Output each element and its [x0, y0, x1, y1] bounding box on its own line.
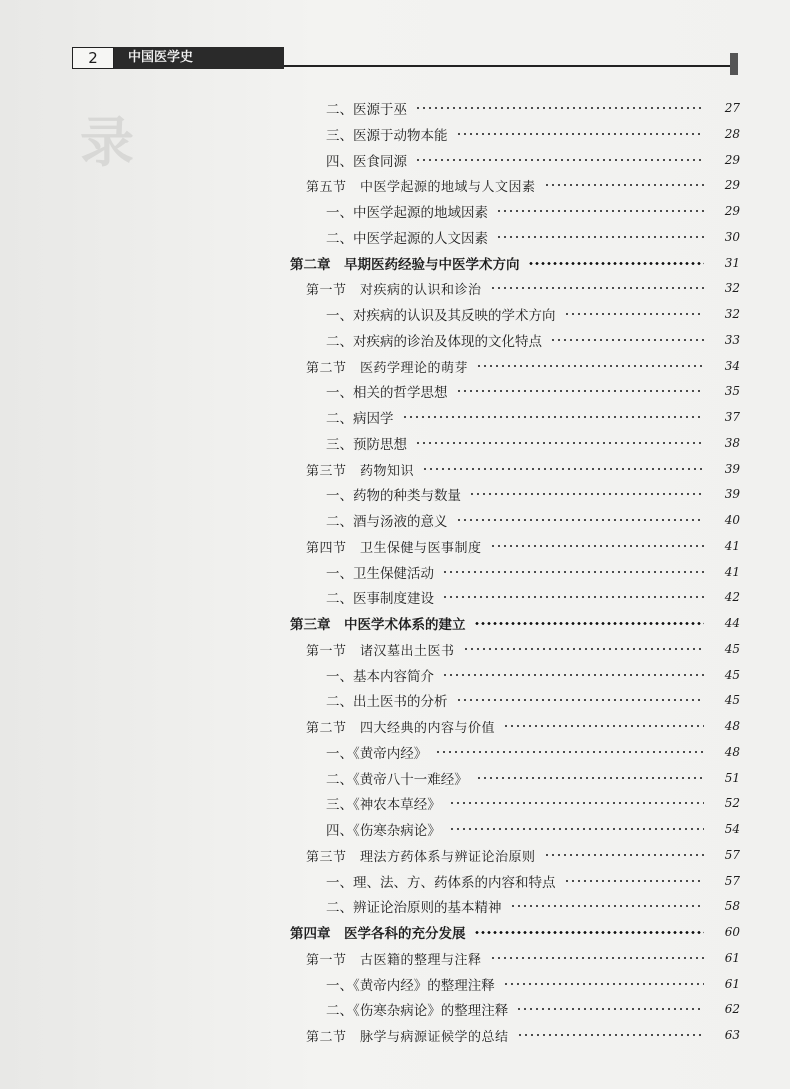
toc-page-number: 61: [724, 951, 740, 965]
toc-item-row: [326, 818, 740, 840]
toc-page-number: 44: [724, 616, 740, 630]
dot-leader: [528, 262, 705, 265]
toc-page-number: 39: [724, 487, 740, 501]
toc-page-number: 42: [724, 590, 740, 604]
toc-chapter-row: [290, 252, 740, 274]
toc-page-number: 39: [724, 462, 740, 476]
dot-leader: [442, 571, 704, 573]
toc-chapter-row: [290, 921, 740, 943]
toc-page-number: 52: [724, 796, 740, 810]
header-end-tab: [730, 53, 738, 75]
toc-entry-label: 四、医食同源: [326, 154, 407, 170]
bleed-through-title: 录: [80, 111, 204, 174]
dot-leader: [503, 983, 704, 985]
dot-leader: [496, 236, 704, 238]
dot-leader: [490, 957, 704, 959]
toc-entry-label: 三、预防思想: [326, 437, 407, 453]
toc-page-number: 32: [724, 281, 740, 295]
toc-entry-label: 第三节 理法方药体系与辨证论治原则: [306, 849, 536, 865]
dot-leader: [474, 622, 705, 625]
dot-leader: [476, 365, 704, 367]
toc-entry-label: 一、相关的哲学思想: [326, 385, 448, 401]
dot-leader: [476, 777, 704, 779]
dot-leader: [469, 493, 704, 495]
toc-page-number: 37: [724, 410, 740, 424]
toc-entry-label: 一、《黄帝内经》的整理注释: [326, 978, 495, 994]
dot-leader: [415, 159, 704, 161]
toc-section-row: [306, 535, 740, 557]
dot-leader: [490, 287, 704, 289]
toc-entry-label: 一、对疾病的认识及其反映的学术方向: [326, 308, 556, 324]
dot-leader: [517, 1034, 704, 1036]
toc-section-row: [306, 947, 740, 969]
toc-item-row: [326, 870, 740, 892]
toc-item-row: [326, 895, 740, 917]
toc-section-row: [306, 277, 740, 299]
toc-item-row: [326, 303, 740, 325]
dot-leader: [474, 931, 705, 934]
toc-item-row: [326, 97, 740, 119]
toc-entry-label: 一、理、法、方、药体系的内容和特点: [326, 875, 556, 891]
dot-leader: [510, 905, 705, 907]
toc-page-number: 35: [724, 384, 740, 398]
toc-page-number: 29: [724, 204, 740, 218]
dot-leader: [516, 1008, 704, 1010]
toc-entry-label: 第三章 中医学术体系的建立: [290, 617, 466, 633]
dot-leader: [550, 339, 704, 341]
toc-entry-label: 二、医源于巫: [326, 102, 407, 118]
header-rule: [284, 65, 730, 67]
toc-chapter-row: [290, 612, 740, 634]
toc-page-number: 38: [724, 436, 740, 450]
toc-entry-label: 一、基本内容简介: [326, 669, 434, 685]
toc-entry-label: 第二章 早期医药经验与中医学术方向: [290, 257, 520, 273]
toc-entry-label: 第四节 卫生保健与医事制度: [306, 540, 482, 556]
dot-leader: [449, 802, 704, 804]
toc-page-number: 33: [724, 333, 740, 347]
toc-page-number: 45: [724, 693, 740, 707]
toc-entry-label: 二、出土医书的分析: [326, 694, 448, 710]
toc-page-number: 45: [724, 642, 740, 656]
toc-page-number: 32: [724, 307, 740, 321]
toc-entry-label: 第一节 诸汉墓出土医书: [306, 643, 455, 659]
toc-section-row: [306, 844, 740, 866]
toc-entry-label: 第五节 中医学起源的地域与人文因素: [306, 179, 536, 195]
toc-item-row: [326, 432, 740, 454]
toc-item-row: [326, 509, 740, 531]
running-header: [72, 47, 738, 69]
toc-item-row: [326, 792, 740, 814]
dot-leader: [503, 725, 704, 727]
dot-leader: [456, 390, 705, 392]
toc-page-number: 45: [724, 668, 740, 682]
toc-page-number: 48: [724, 719, 740, 733]
dot-leader: [402, 416, 705, 418]
toc-page-number: 54: [724, 822, 740, 836]
dot-leader: [435, 751, 704, 753]
toc-page-number: 34: [724, 359, 740, 373]
toc-page-number: 58: [724, 899, 740, 913]
toc-section-row: [306, 1024, 740, 1046]
toc-section-row: [306, 458, 740, 480]
dot-leader: [544, 184, 704, 186]
toc-entry-label: 第二节 四大经典的内容与价值: [306, 720, 496, 736]
toc-item-row: [326, 767, 740, 789]
toc-page-number: 29: [724, 153, 740, 167]
toc-page-number: 40: [724, 513, 740, 527]
toc-page-number: 31: [724, 256, 740, 270]
toc-item-row: [326, 329, 740, 351]
toc-page-number: 63: [724, 1028, 740, 1042]
dot-leader: [442, 674, 704, 676]
toc-entry-label: 第二节 脉学与病源证候学的总结: [306, 1029, 509, 1045]
toc-page-number: 27: [724, 101, 740, 115]
toc-section-row: [306, 355, 740, 377]
toc-section-row: [306, 715, 740, 737]
toc-item-row: [326, 380, 740, 402]
dot-leader: [490, 545, 704, 547]
page-number: 2: [72, 47, 114, 69]
toc-item-row: [326, 561, 740, 583]
toc-entry-label: 一、卫生保健活动: [326, 566, 434, 582]
toc-page-number: 29: [724, 178, 740, 192]
toc-item-row: [326, 123, 740, 145]
toc-item-row: [326, 200, 740, 222]
toc-item-row: [326, 226, 740, 248]
dot-leader: [442, 596, 704, 598]
toc-entry-label: 二、对疾病的诊治及体现的文化特点: [326, 334, 542, 350]
dot-leader: [564, 313, 705, 315]
dot-leader: [456, 519, 705, 521]
toc-item-row: [326, 689, 740, 711]
toc-entry-label: 二、《伤寒杂病论》的整理注释: [326, 1003, 509, 1019]
toc-page-number: 60: [724, 925, 740, 939]
toc-entry-label: 二、医事制度建设: [326, 591, 434, 607]
dot-leader: [456, 699, 705, 701]
toc-page-number: 51: [724, 771, 740, 785]
toc-entry-label: 一、药物的种类与数量: [326, 488, 461, 504]
toc-item-row: [326, 586, 740, 608]
book-title: 中国医学史: [114, 47, 284, 69]
toc-item-row: [326, 998, 740, 1020]
toc-page-number: 57: [724, 848, 740, 862]
toc-item-row: [326, 741, 740, 763]
toc-page-number: 30: [724, 230, 740, 244]
toc-section-row: [306, 174, 740, 196]
dot-leader: [449, 828, 704, 830]
dot-leader: [422, 468, 704, 470]
dot-leader: [463, 648, 704, 650]
toc-page-number: 41: [724, 565, 740, 579]
dot-leader: [415, 107, 704, 109]
toc-entry-label: 一、中医学起源的地域因素: [326, 205, 488, 221]
toc-entry-label: 二、《黄帝八十一难经》: [326, 772, 468, 788]
dot-leader: [456, 133, 705, 135]
toc-entry-label: 二、病因学: [326, 411, 394, 427]
toc-entry-label: 第三节 药物知识: [306, 463, 415, 479]
toc-entry-label: 二、中医学起源的人文因素: [326, 231, 488, 247]
toc-item-row: [326, 149, 740, 171]
dot-leader: [544, 854, 704, 856]
toc-entry-label: 第四章 医学各科的充分发展: [290, 926, 466, 942]
toc-entry-label: 四、《伤寒杂病论》: [326, 823, 441, 839]
dot-leader: [564, 880, 705, 882]
toc-entry-label: 第一节 对疾病的认识和诊治: [306, 282, 482, 298]
toc-page-number: 62: [724, 1002, 740, 1016]
toc-entry-label: 二、辨证论治原则的基本精神: [326, 900, 502, 916]
toc-entry-label: 第一节 古医籍的整理与注释: [306, 952, 482, 968]
dot-leader: [415, 442, 704, 444]
toc-item-row: [326, 973, 740, 995]
dot-leader: [496, 210, 704, 212]
toc-page-number: 41: [724, 539, 740, 553]
toc-entry-label: 三、《神农本草经》: [326, 797, 441, 813]
toc-page-number: 61: [724, 977, 740, 991]
toc-entry-label: 二、酒与汤液的意义: [326, 514, 448, 530]
toc-item-row: [326, 483, 740, 505]
toc-entry-label: 三、医源于动物本能: [326, 128, 448, 144]
toc-section-row: [306, 638, 740, 660]
toc-page-number: 28: [724, 127, 740, 141]
toc-entry-label: 一、《黄帝内经》: [326, 746, 428, 762]
toc-item-row: [326, 664, 740, 686]
toc-page-number: 57: [724, 874, 740, 888]
toc-entry-label: 第二节 医药学理论的萌芽: [306, 360, 469, 376]
toc-item-row: [326, 406, 740, 428]
toc-page-number: 48: [724, 745, 740, 759]
